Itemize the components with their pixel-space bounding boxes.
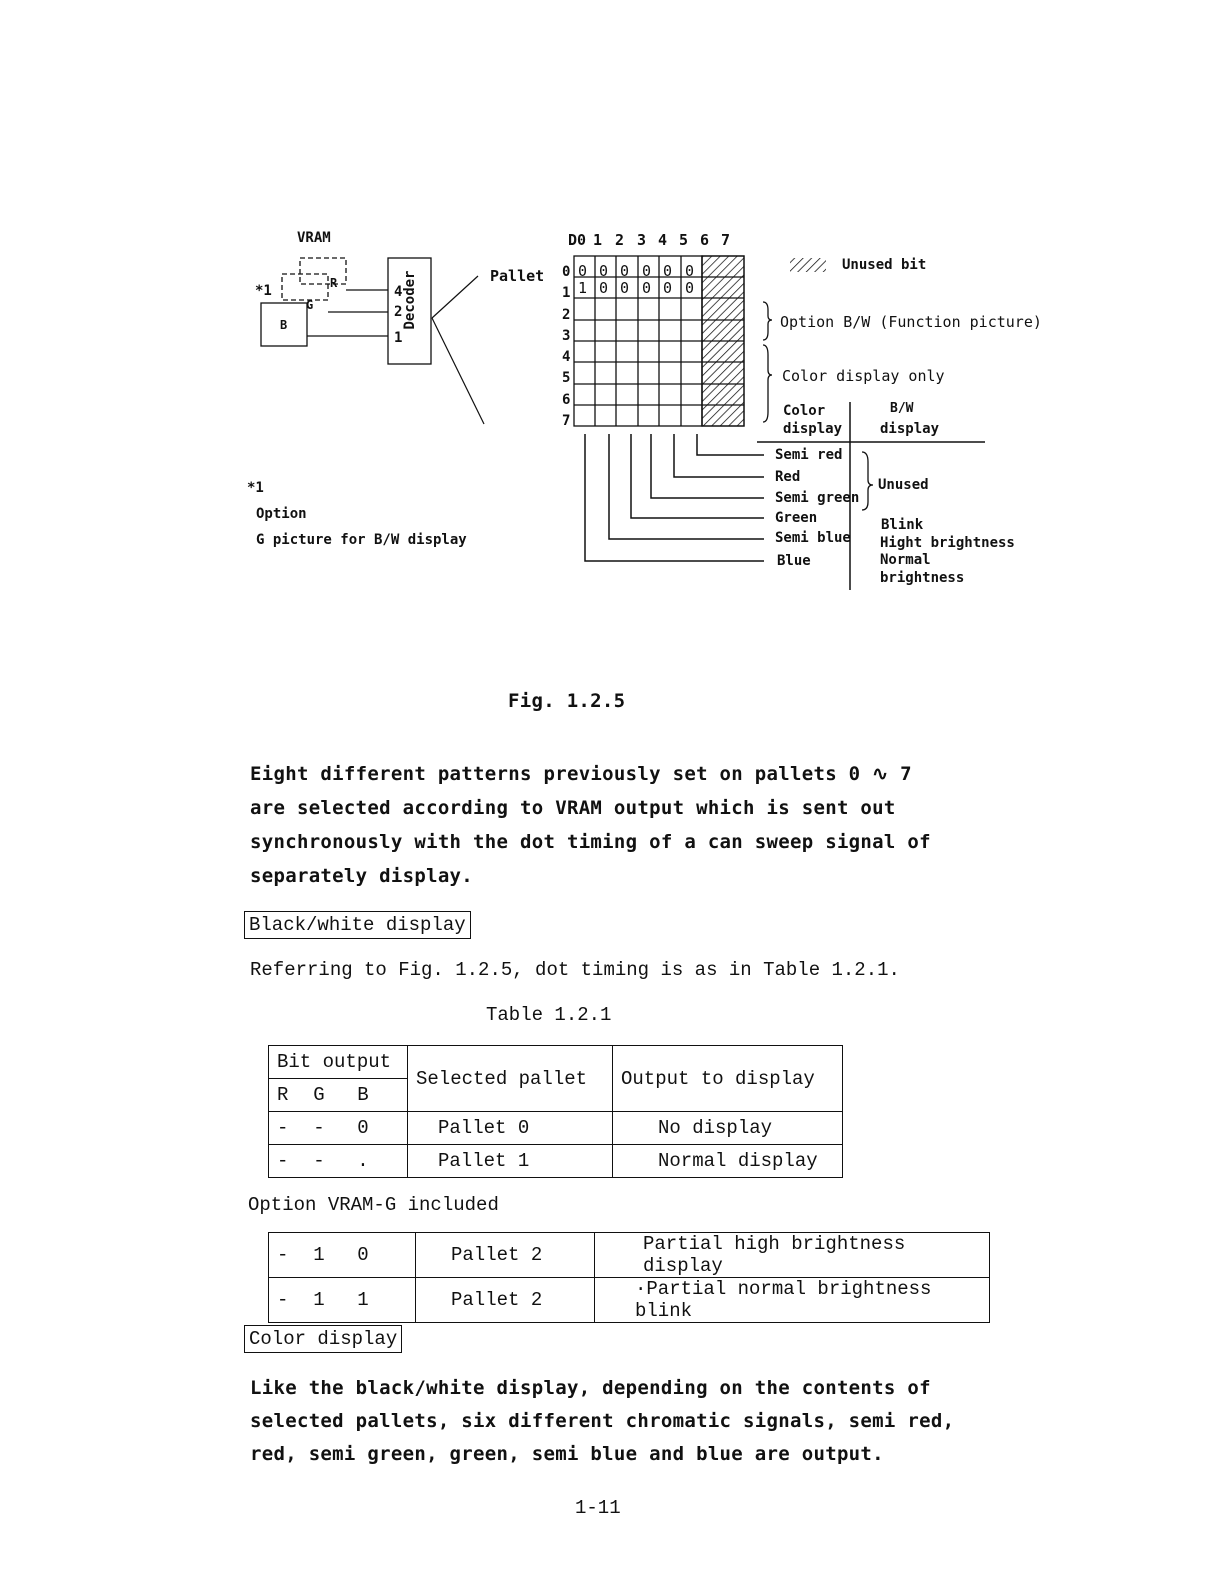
color-only-label: Color display only [782,367,945,385]
unused-bit-swatch [790,258,826,272]
output-label-green: Green [775,510,818,526]
r-value: - [277,1117,289,1139]
cell-value: 0 [685,279,695,297]
b-value: 1 [357,1289,369,1311]
table-1-2-1 [268,1045,843,1178]
output-cell: No display [613,1112,843,1145]
pallet-cell: Pallet 2 [416,1233,595,1278]
decoder-input-4: 4 [394,284,403,300]
vram-g-label: G [306,298,314,312]
star-label: *1 [255,283,272,299]
output-cell: ·Partial normal brightness blink [595,1278,990,1323]
vram-r-label: R [330,276,338,290]
paragraph-2 [250,1372,954,1471]
cell-value: 0 [663,279,673,297]
bit-header: 6 [700,231,710,249]
reference-sentence: Referring to Fig. 1.2.5, dot timing is as in Table 1.2.1. [250,959,900,981]
row-label: 2 [562,306,571,323]
r-value: - [277,1244,289,1266]
option-vram-g-label: Option VRAM-G included [248,1194,499,1216]
heading-bw-display: Black/white display [244,911,471,939]
row-label: 5 [562,370,571,387]
page-number: 1-11 [575,1497,621,1519]
color-display-label-2: display [783,421,843,437]
header-selected-pallet: Selected pallet [408,1046,613,1112]
header-b: B [357,1084,369,1106]
decoder-input-1: 1 [394,330,403,346]
output-cell: Normal display [613,1145,843,1178]
b-value: . [357,1150,369,1172]
footnote-line-2: G picture for B/W display [256,532,467,548]
paragraph-line: are selected according to VRAM output which is sent out [250,797,896,819]
blink-label: Blink [881,517,924,533]
table-row [269,1145,843,1178]
rgb-cell [269,1112,408,1145]
r-value: - [277,1150,289,1172]
cell-value: 1 [578,279,588,297]
normal-label-1: Normal [880,552,931,568]
b-value: 0 [357,1244,369,1266]
cell-value: 0 [685,262,695,280]
output-label-blue: Blue [777,553,811,569]
cell-value: 0 [578,262,588,280]
table-header-row [269,1046,843,1079]
heading-color-display: Color display [244,1325,402,1353]
output-lines [585,434,764,561]
hight-label: Hight brightness [880,535,1015,551]
row-label: 1 [562,285,571,302]
bw-display-label-1: B/W [890,401,914,416]
unused-bit-label: Unused bit [842,257,927,273]
g-value: 1 [313,1289,325,1311]
paragraph-line: synchronously with the dot timing of a can sweep signal of [250,831,931,853]
pallet-cell: Pallet 1 [408,1145,613,1178]
row0-values [578,262,706,280]
output-cell: Partial high brightness display [595,1233,990,1278]
output-label-semi-green: Semi green [775,490,860,506]
cell-value: 0 [642,279,652,297]
pallet-cell: Pallet 2 [416,1278,595,1323]
vram-b-label: B [280,318,288,332]
decoder-input-2: 2 [394,304,403,320]
bw-display-label-2: display [880,421,940,437]
vram-label: VRAM [297,230,331,246]
bit-header-d0: D0 [568,231,587,249]
bit-header: 2 [615,231,625,249]
rgb-cell [269,1278,416,1323]
pallet-label: Pallet [490,267,545,285]
output-label-red: Red [775,469,801,485]
table-option-vram-g [268,1232,990,1323]
figure-caption: Fig. 1.2.5 [508,690,626,712]
pointer-lines [432,276,484,424]
decoder-label: Decoder [402,270,418,330]
row1-values [578,279,706,297]
row-label: 7 [562,413,571,430]
table-title: Table 1.2.1 [486,1004,612,1026]
table-row [269,1233,990,1278]
g-value: 1 [313,1244,325,1266]
pallet-cell: Pallet 0 [408,1112,613,1145]
row-label: 6 [562,391,571,408]
footnote-mark: *1 [247,480,264,496]
g-value: - [313,1117,325,1139]
bit-header: 4 [658,231,668,249]
unused-label: Unused [878,477,929,493]
header-output: Output to display [613,1046,843,1112]
cell-value: 0 [642,262,652,280]
r-value: - [277,1289,289,1311]
footnote-line-1: Option [256,506,307,522]
row-label: 0 [562,264,571,280]
bit-header: 3 [637,231,647,249]
figure-diagram [0,0,1225,700]
cell-value: 0 [599,262,609,280]
row-label: 3 [562,327,571,344]
cell-value: 0 [663,262,673,280]
option-bw-label: Option B/W (Function picture) [780,313,1042,331]
g-value: - [313,1150,325,1172]
header-rgb [269,1079,408,1112]
cell-value: 0 [599,279,609,297]
paragraph-line: Like the black/white display, depending on the contents of [250,1377,931,1399]
paragraph-line: Eight different patterns previously set on pallets 0 ∿ 7 [250,763,912,785]
cell-value: 0 [620,279,630,297]
table-row [269,1112,843,1145]
rgb-cell [269,1233,416,1278]
table-row [269,1278,990,1323]
output-label-semi-red: Semi red [775,447,843,463]
bit-header: 1 [593,231,603,249]
header-r: R [277,1084,289,1106]
b-value: 0 [357,1117,369,1139]
bit-header: 7 [721,231,731,249]
paragraph-line: separately display. [250,865,474,887]
bit-header: 5 [679,231,689,249]
header-bit-output: Bit output [269,1046,408,1079]
bit-header-row [568,231,741,249]
header-g: G [313,1084,325,1106]
cell-value: 0 [620,262,630,280]
row-label: 4 [562,349,571,366]
output-label-semi-blue: Semi blue [775,530,851,546]
rgb-cell [269,1145,408,1178]
normal-label-2: brightness [880,570,965,586]
row-labels [562,262,570,432]
paragraph-line: red, semi green, green, semi blue and blue are output. [250,1443,884,1465]
paragraph-1 [250,757,931,893]
color-display-label-1: Color [783,403,826,419]
paragraph-line: selected pallets, six different chromatic signals, semi red, [250,1410,955,1432]
